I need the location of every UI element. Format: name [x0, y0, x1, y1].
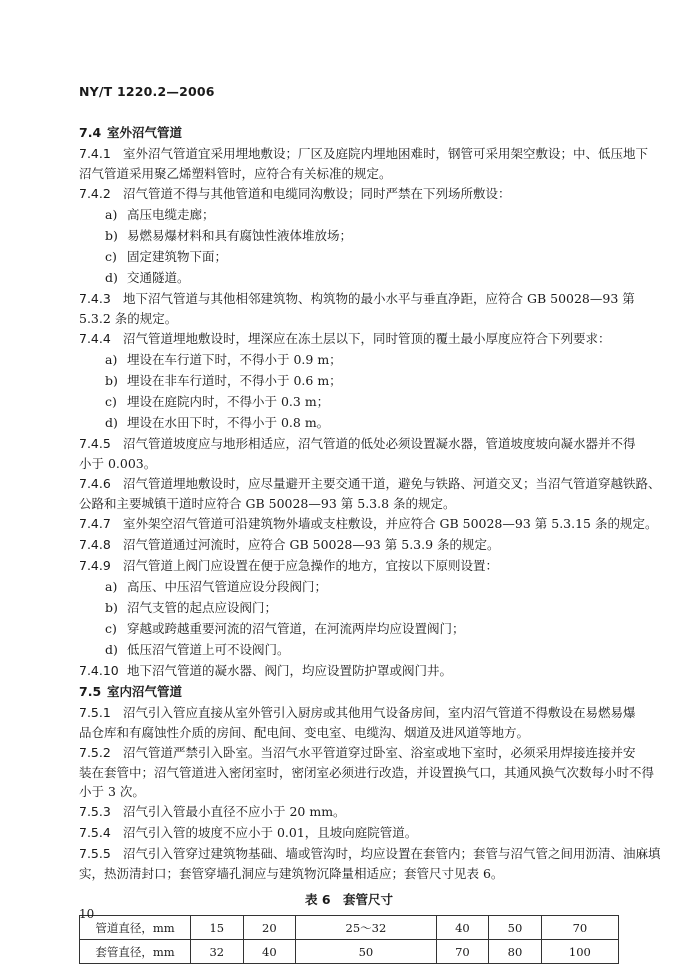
- table-cell: 70: [436, 940, 489, 964]
- list-item: [79, 597, 619, 618]
- list-item-text: 易燃易爆材料和具有腐蚀性液体堆放场；: [127, 228, 353, 243]
- clause-number: 7.4.2: [79, 186, 111, 201]
- table-cell: 25～32: [296, 916, 436, 940]
- clause-text: 沼气管道埋地敷设时，应尽量避开主要交通干道，避免与铁路、河道交叉；当沼气管道穿越铁路、: [123, 476, 661, 491]
- continuation-line: 装在套管中；沼气管道进入密闭室时，密闭室必须进行改造，并设置换气口，其通风换气次数每小时不得: [79, 765, 655, 780]
- table-cell: 32: [191, 940, 244, 964]
- clause-paragraph: [79, 742, 636, 763]
- section-title: 室内沼气管道: [107, 684, 183, 699]
- list-item-text: 埋设在非车行道时，不得小于 0.6 m；: [127, 373, 342, 388]
- clause-paragraph: [79, 328, 619, 349]
- clause-text: 沼气引入管应直接从室外管引入厨房或其他用气设备房间，室内沼气管道不得敷设在易燃易爆: [123, 705, 636, 720]
- clause-paragraph: [79, 660, 619, 681]
- continuation-line: 小于 3 次。: [79, 784, 145, 799]
- clause-paragraph: [79, 555, 619, 576]
- table-cell: 50: [296, 940, 436, 964]
- clause-paragraph: [79, 288, 635, 309]
- clause-text: 沼气管道通过河流时，应符合 GB 50028—93 第 5.3.9 条的规定。: [123, 537, 500, 552]
- clause-number: 7.5.4: [79, 825, 111, 840]
- clause-paragraph: [79, 702, 636, 723]
- clause-number: 7.5.1: [79, 705, 111, 720]
- table-title: 表 6 套管尺寸: [304, 892, 394, 907]
- section-number: 7.5: [79, 684, 102, 699]
- clause-number: 7.5.5: [79, 846, 111, 861]
- list-item-label: b): [105, 600, 118, 615]
- clause-number: 7.4.4: [79, 331, 111, 346]
- continuation-line: 小于 0.003。: [79, 456, 157, 471]
- clause-number: 7.4.8: [79, 537, 111, 552]
- list-item-text: 低压沼气管道上可不设阀门。: [127, 642, 290, 657]
- list-item: [79, 349, 619, 370]
- table-cell: 100: [541, 940, 618, 964]
- clause-number: 7.4.9: [79, 558, 111, 573]
- clause-paragraph: [79, 513, 658, 534]
- clause-paragraph: [79, 473, 661, 494]
- list-item-label: b): [105, 228, 118, 243]
- list-item-label: c): [105, 249, 117, 264]
- table-cell: 40: [436, 916, 489, 940]
- clause-number: 7.4.6: [79, 476, 111, 491]
- standard-code: NY/T 1220.2—2006: [79, 84, 215, 99]
- clause-text: 沼气管道坡度应与地形相适应，沼气管道的低处必须设置凝水器，管道坡度坡向凝水器并不得: [123, 436, 636, 451]
- clause-number: 7.4.7: [79, 516, 111, 531]
- list-item: [79, 412, 619, 433]
- list-item-text: 埋设在车行道下时，不得小于 0.9 m；: [127, 352, 342, 367]
- clause-number: 7.4.5: [79, 436, 111, 451]
- clause-number: 7.5.2: [79, 745, 111, 760]
- document-body: [79, 122, 661, 964]
- continuation-line: 实，热沥清封口；套管穿墙孔洞应与建筑物沉降量相适应；套管尺寸见表 6。: [79, 866, 504, 881]
- continuation-line: 沼气管道采用聚乙烯塑料管时，应符合有关标准的规定。: [79, 166, 392, 181]
- row-header-cell: 套管直径，mm: [80, 940, 191, 964]
- list-item-label: d): [105, 415, 118, 430]
- list-item-label: d): [105, 270, 118, 285]
- clause-paragraph: [79, 843, 661, 864]
- clause-number: 7.4.3: [79, 291, 111, 306]
- list-item-text: 沼气支管的起点应设阀门；: [127, 600, 278, 615]
- list-item: [79, 618, 619, 639]
- clause-text: 沼气引入管的坡度不应小于 0.01，且坡向庭院管道。: [123, 825, 418, 840]
- clause-number: 7.4.10: [79, 663, 119, 678]
- list-item-label: c): [105, 394, 117, 409]
- table-cell: 50: [489, 916, 542, 940]
- clause-paragraph: [79, 433, 636, 454]
- list-item-text: 交通隧道。: [127, 270, 190, 285]
- clause-paragraph: [79, 183, 619, 204]
- continuation-line: 品仓库和有腐蚀性介质的房间、配电间、变电室、电缆沟、烟道及进风道等地方。: [79, 725, 530, 740]
- list-item-label: a): [105, 352, 118, 367]
- clause-number: 7.5.3: [79, 804, 111, 819]
- continuation-line: 公路和主要城镇干道时应符合 GB 50028—93 第 5.3.8 条的规定。: [79, 496, 456, 511]
- clause-paragraph: [79, 534, 619, 555]
- clause-paragraph: [79, 822, 619, 843]
- table-cell: 15: [191, 916, 244, 940]
- list-item-text: 埋设在庭院内时，不得小于 0.3 m；: [127, 394, 330, 409]
- section-heading: [79, 122, 619, 143]
- sleeve-size-table: [79, 915, 619, 964]
- list-item: [79, 639, 619, 660]
- table-cell: 70: [541, 916, 618, 940]
- clause-text: 地下沼气管道与其他相邻建筑物、构筑物的最小水平与垂直净距，应符合 GB 50028—93 第: [123, 291, 635, 306]
- list-item-label: a): [105, 579, 118, 594]
- clause-text: 沼气管道上阀门应设置在便于应急操作的地方，宜按以下原则设置：: [123, 558, 499, 573]
- continuation-line: 5.3.2 条的规定。: [79, 311, 178, 326]
- list-item: [79, 267, 619, 288]
- list-item: [79, 246, 619, 267]
- table-cell: 40: [243, 940, 296, 964]
- clause-text: 室外架空沼气管道可沿建筑物外墙或支柱敷设，并应符合 GB 50028—93 第 5.3.15 条的规定。: [123, 516, 658, 531]
- table-cell: 20: [243, 916, 296, 940]
- list-item: [79, 225, 619, 246]
- list-item: [79, 576, 619, 597]
- list-item: [79, 370, 619, 391]
- row-header-cell: 管道直径，mm: [80, 916, 191, 940]
- list-item-label: c): [105, 621, 117, 636]
- clause-paragraph: [79, 801, 619, 822]
- list-item-text: 高压电缆走廊；: [127, 207, 215, 222]
- table-cell: 80: [489, 940, 542, 964]
- list-item-label: a): [105, 207, 118, 222]
- list-item-text: 固定建筑物下面；: [127, 249, 228, 264]
- section-number: 7.4: [79, 125, 102, 140]
- clause-text: 沼气管道埋地敷设时，埋深应在冻土层以下，同时管顶的覆土最小厚度应符合下列要求：: [123, 331, 611, 346]
- list-item-label: d): [105, 642, 118, 657]
- table-row: [80, 940, 619, 964]
- clause-paragraph: [79, 143, 649, 164]
- clause-text: 地下沼气管道的凝水器、阀门，均应设置防护罩或阀门井。: [127, 663, 453, 678]
- clause-text: 沼气管道严禁引入卧室。当沼气水平管道穿过卧室、浴室或地下室时，必须采用焊接连接并安: [123, 745, 636, 760]
- clause-text: 室外沼气管道宜采用埋地敷设；厂区及庭院内埋地困难时，钢管可采用架空敷设；中、低压地下: [123, 146, 649, 161]
- list-item: [79, 204, 619, 225]
- list-item-text: 埋设在水田下时，不得小于 0.8 m。: [127, 415, 330, 430]
- section-title: 室外沼气管道: [107, 125, 183, 140]
- clause-number: 7.4.1: [79, 146, 111, 161]
- list-item-text: 穿越或跨越重要河流的沼气管道，在河流两岸均应设置阀门；: [127, 621, 465, 636]
- list-item-text: 高压、中压沼气管道应设分段阀门；: [127, 579, 328, 594]
- table-row: [80, 916, 619, 940]
- list-item-label: b): [105, 373, 118, 388]
- clause-text: 沼气引入管穿过建筑物基础、墙或管沟时，均应设置在套管内；套管与沼气管之间用沥清、油麻填: [123, 846, 661, 861]
- clause-text: 沼气引入管最小直径不应小于 20 mm。: [123, 804, 346, 819]
- clause-text: 沼气管道不得与其他管道和电缆同沟敷设；同时严禁在下列场所敷设：: [123, 186, 511, 201]
- section-heading: [79, 681, 619, 702]
- page-number: 10: [79, 907, 95, 921]
- list-item: [79, 391, 619, 412]
